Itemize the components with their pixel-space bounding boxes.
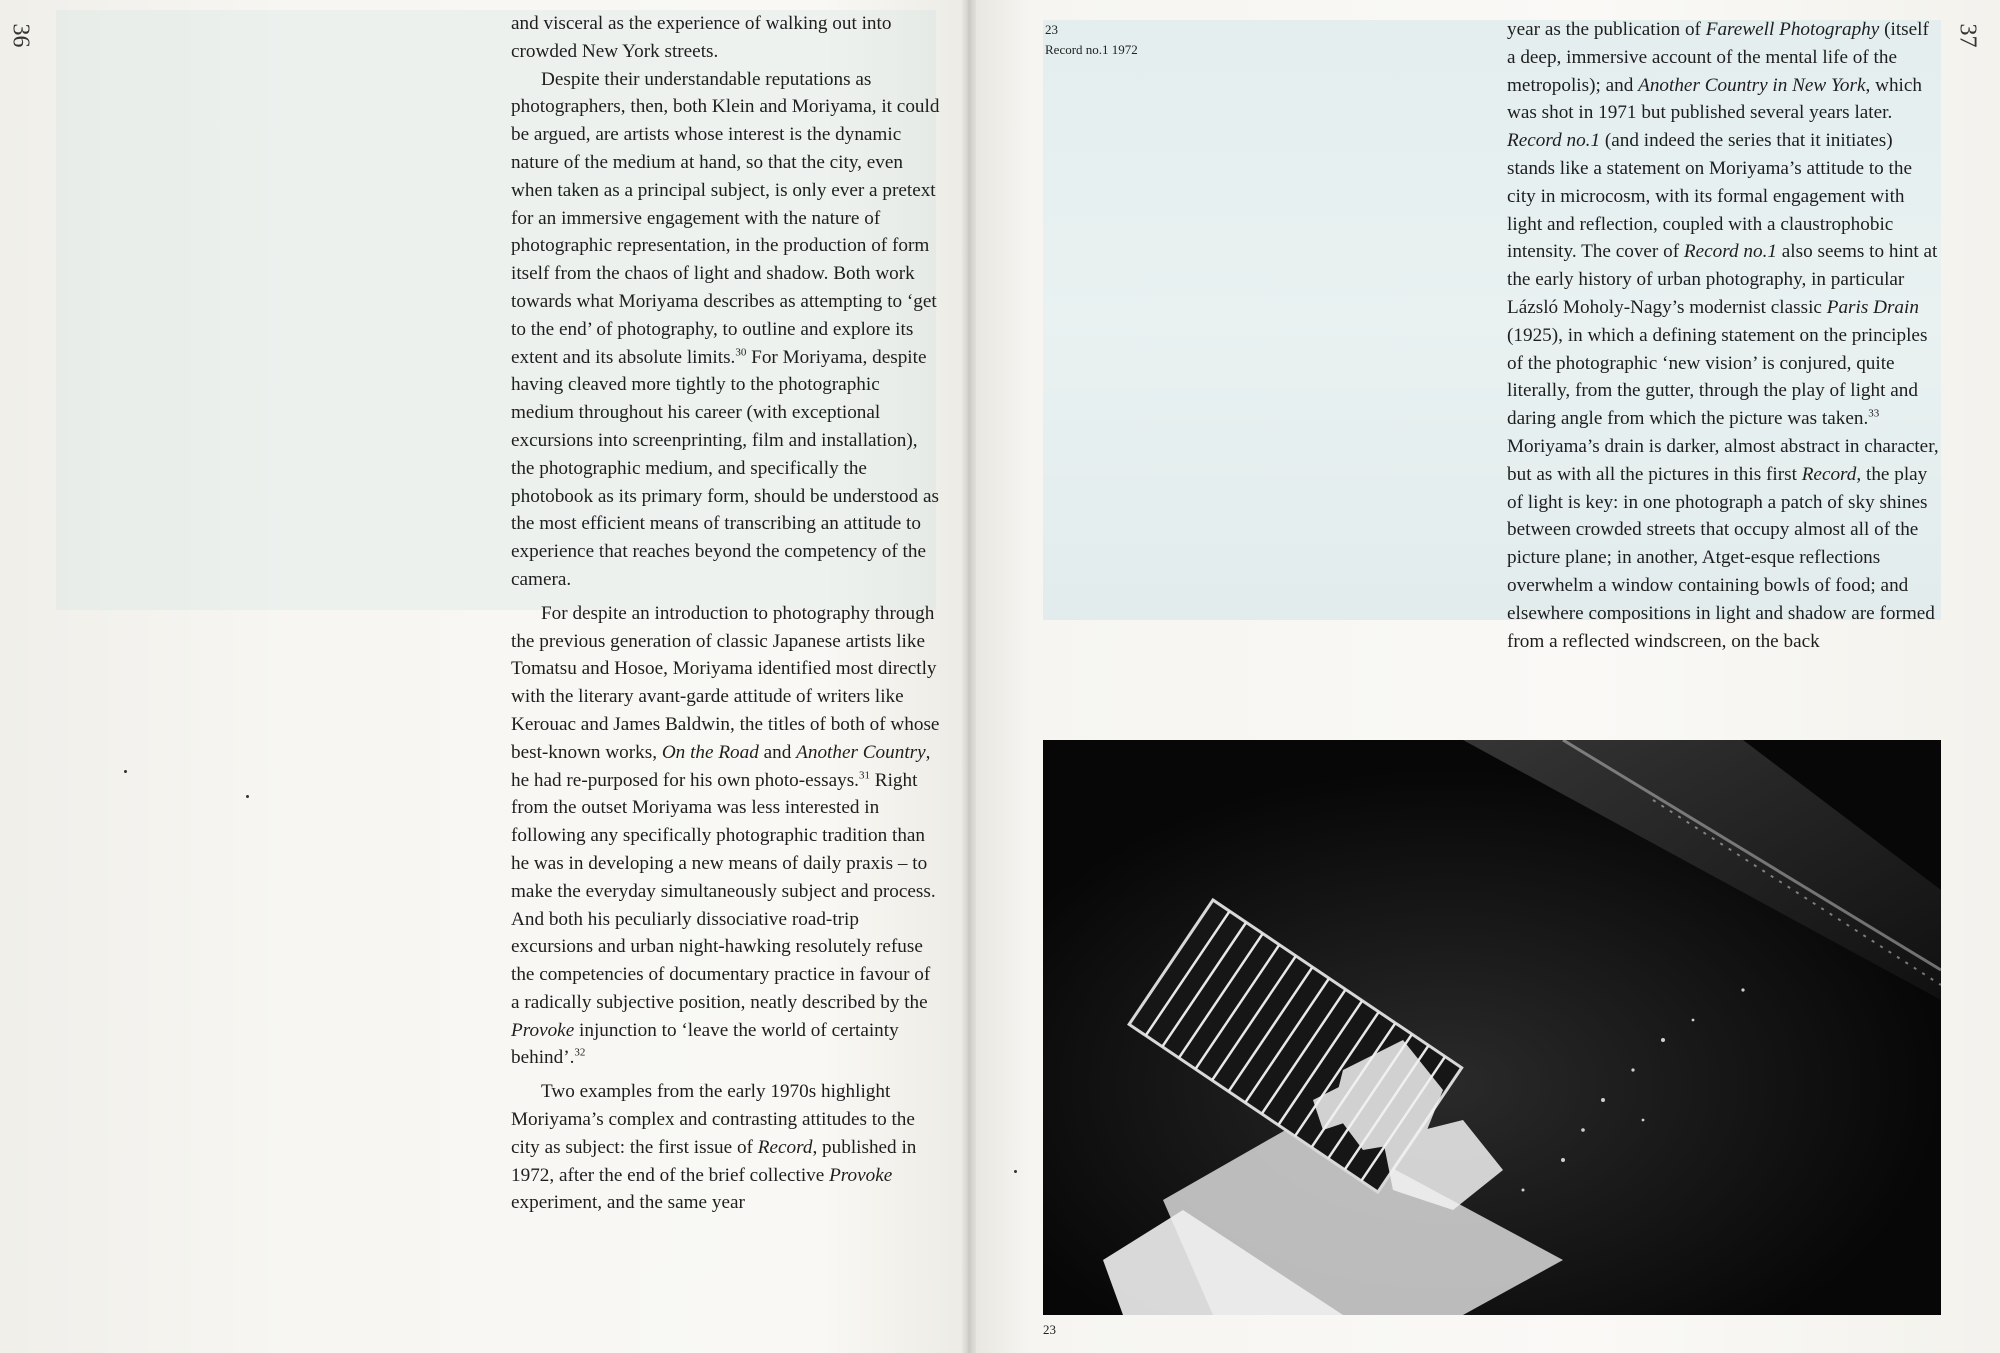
paragraph-2 — [511, 66, 943, 594]
paragraph-3-text-d: Right from the outset Moriyama was less interested in following any specifically photographic tradition than he was in developing a new means of daily praxis – to make the everyday simultaneously subject and process. And both his peculiarly dissociative road-trip excursions and urban night-hawking resolutely refuse the competencies of documentary practice in favour of a radically subjective position, neatly described by the — [511, 769, 936, 1013]
paper-speck — [124, 770, 127, 773]
title-provoke-2: Provoke — [829, 1164, 893, 1186]
footnote-ref-30: 30 — [735, 346, 747, 359]
paragraph-4-text-c: experiment, and the same year — [511, 1192, 745, 1214]
drain-photograph — [1043, 740, 1941, 1315]
title-another-country: Another Country — [796, 741, 926, 763]
page-number-right: 37 — [1954, 23, 1981, 48]
paragraph-3-text-e: injunction to ‘leave the world of certainty behind’. — [511, 1019, 899, 1069]
caption-title: Record no.1 1972 — [1045, 42, 1138, 57]
figure-caption-bottom: 23 — [1043, 1322, 1056, 1337]
paper-speck — [246, 795, 249, 798]
right-text-b: (itself a deep, immersive account of the mental life of the metropolis); and — [1507, 19, 1929, 96]
paragraph-2-text-b: For Moriyama, despite having cleaved more tightly to the photographic medium throughout his career (with exceptional excursions into screenprinting, film and installation), the photographic medium, and specifically the photobook as its primary form, should be understood as the most efficient means of transcribing an attitude to experience that reaches beyond the competency of the camera. — [511, 346, 939, 590]
title-on-the-road: On the Road — [661, 741, 759, 763]
right-text-e: also seems to hint at the early history of urban photography, in particular Lázsló Moholy-Nagy’s modernist classic — [1507, 241, 1938, 318]
right-text-f: (1925), in which a defining statement on the principles of the photographic ‘new vision’ is conjured, quite literally, from the gutter, through the play of light and daring angle from which the picture was taken. — [1507, 324, 1928, 430]
right-paragraph — [1507, 16, 1939, 655]
right-text-g: Moriyama’s drain is darker, almost abstract in character, but as with all the pictures in this first — [1507, 435, 1939, 485]
title-farewell-photography: Farewell Photography — [1705, 19, 1880, 40]
page-number-left: 36 — [7, 23, 34, 48]
left-text-column — [511, 10, 943, 1217]
paragraph-2-text-a: Despite their understandable reputations as photographers, then, both Klein and Moriyama, it could be argued, are artists whose interest is the dynamic nature of the medium at hand, so that the city, even when taken as a principal subject, is only ever a pretext for an immersive engagement with the nature of photographic representation, in the production of form itself from the chaos of light and shadow. Both work towards what Moriyama describes as attempting to ‘get to the end’ of photography, to outline and explore its extent and its absolute limits. — [511, 68, 940, 368]
title-record: Record — [757, 1136, 813, 1158]
title-record-2: Record — [1801, 463, 1857, 485]
footnote-ref-31: 31 — [858, 769, 870, 782]
right-text-a: year as the publication of — [1507, 19, 1706, 40]
title-record-no1-2: Record no.1 — [1683, 241, 1777, 263]
paragraph-3-text-b: and — [758, 741, 797, 763]
drain-photo-graphic — [1043, 740, 1941, 1315]
paragraph-3-text-a: For despite an introduction to photography through the previous generation of classic Japanese artists like Tomatsu and Hosoe, Moriyama identified most directly with the literary avant-garde attitude of writers like Kerouac and James Baldwin, the titles of both of whose best-known works, — [511, 602, 940, 763]
paper-speck — [1014, 1170, 1017, 1173]
paragraph-3 — [511, 600, 943, 1073]
paragraph-4-text-a: Two examples from the early 1970s highlight Moriyama’s complex and contrasting attitudes to the city as subject: the first issue of — [511, 1081, 915, 1158]
footnote-ref-33: 33 — [1868, 407, 1880, 420]
footnote-ref-32: 32 — [574, 1047, 586, 1060]
caption-number: 23 — [1045, 22, 1058, 37]
title-record-no1: Record no.1 — [1507, 130, 1601, 152]
title-paris-drain: Paris Drain — [1826, 296, 1919, 318]
book-gutter — [962, 0, 976, 1353]
title-provoke: Provoke — [511, 1019, 575, 1041]
paragraph-3-text-c: , he had re-purposed for his own photo-essays. — [511, 741, 931, 791]
paragraph-4 — [511, 1078, 943, 1217]
right-text-h: , the play of light is key: in one photograph a patch of sky shines between crowded streets that occupy almost all of the picture plane; in another, Atget-esque reflections overwhelm a window containing bowls of food; and elsewhere compositions in light and shadow are formed from a reflected windscreen, on the back — [1507, 463, 1935, 652]
right-text-d: (and indeed the series that it initiates) stands like a statement on Moriyama’s attitude to the city in microcosm, with its formal engagement with light and reflection, coupled with a claustrophobic intensity. The cover of — [1507, 130, 1912, 263]
paragraph-4-text-b: , published in 1972, after the end of the brief collective — [511, 1136, 917, 1186]
paragraph-1: and visceral as the experience of walking out into crowded New York streets. — [511, 13, 892, 62]
figure-caption-top — [1045, 20, 1138, 60]
title-another-country-in-new-york: Another Country in New York — [1638, 74, 1866, 96]
right-text-column — [1507, 16, 1939, 655]
right-text-c: , which was shot in 1971 but published several years later. — [1507, 74, 1923, 124]
